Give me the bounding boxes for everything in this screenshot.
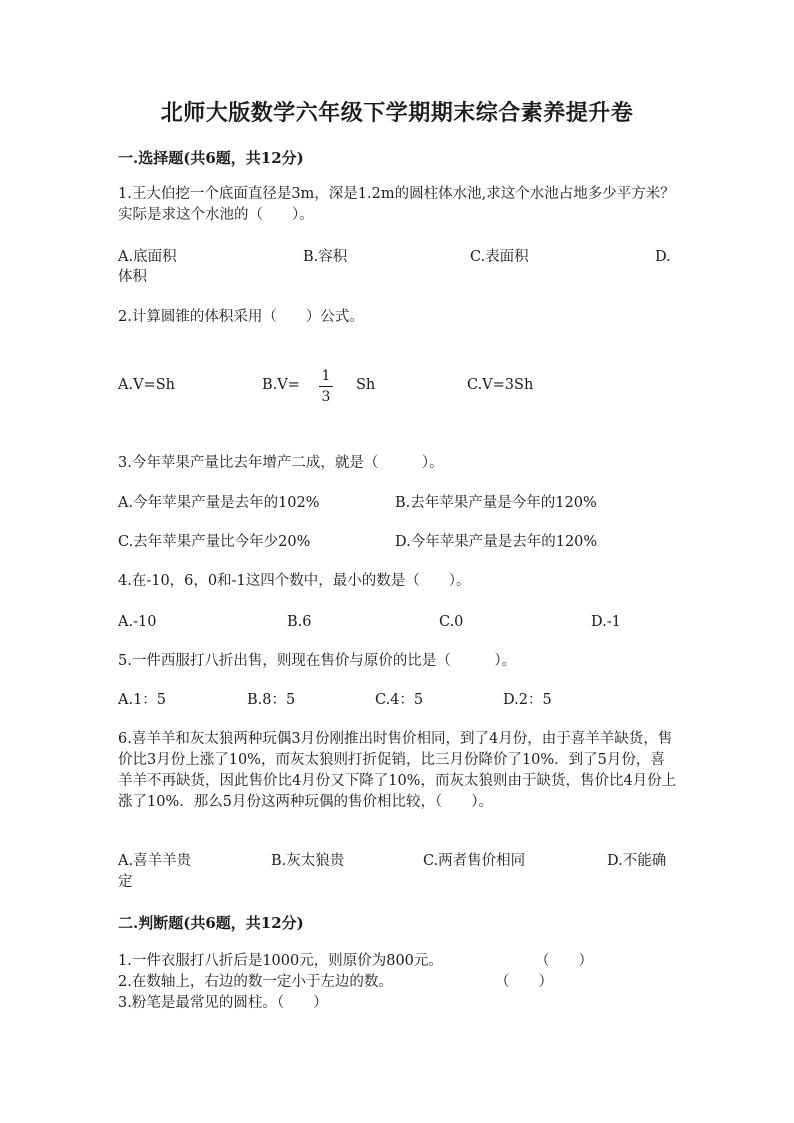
- q5-option-d: D.2：5: [503, 692, 552, 708]
- q5-option-a: A.1：5: [118, 692, 167, 708]
- q2-option-b-prefix: B.V=: [262, 377, 300, 393]
- q4-option-b: B.6: [287, 614, 312, 630]
- section-heading-choice: 一.选择题(共6题，共12分): [118, 149, 304, 167]
- question-1: 1.王大伯挖一个底面直径是3m，深是1.2m的圆柱体水池,求这个水池占地多少平方米？实际是求这个水池的（ ）。: [118, 186, 675, 223]
- q6-option-c: C.两者售价相同: [423, 853, 526, 869]
- q2-option-c: C.V=3Sh: [467, 377, 534, 393]
- q4-option-a: A.-10: [118, 614, 157, 630]
- q4-option-c: C.0: [439, 614, 464, 630]
- q6-option-a: A.喜羊羊贵: [118, 853, 192, 869]
- q1-option-c: C.表面积: [470, 249, 529, 265]
- judgment-1: 1.一件衣服打八折后是1000元，则原价为800元。: [118, 953, 443, 969]
- question-5: 5.一件西服打八折出售，则现在售价与原价的比是（ ）。: [118, 653, 517, 669]
- q3-option-c: C.去年苹果产量比今年少20%: [118, 534, 311, 550]
- q6-option-b: B.灰太狼贵: [271, 853, 345, 869]
- judgment-2: 2.在数轴上，右边的数一定小于左边的数。: [118, 974, 393, 990]
- fraction-bar: [319, 386, 333, 387]
- q6-option-d: D.不能确: [607, 853, 667, 869]
- q2-option-b-suffix: Sh: [356, 377, 376, 393]
- q3-option-d: D.今年苹果产量是去年的120%: [395, 534, 598, 550]
- question-3: 3.今年苹果产量比去年增产二成，就是（ ）。: [118, 455, 444, 471]
- judgment-3: 3.粉笔是最常见的圆柱。（ ）: [118, 995, 328, 1011]
- q3-option-b: B.去年苹果产量是今年的120%: [395, 495, 597, 511]
- q1-option-b: B.容积: [303, 249, 348, 265]
- q1-option-d: D.: [655, 249, 671, 265]
- q2-fraction-one-third: [319, 368, 333, 405]
- q2-option-a: A.V=Sh: [118, 377, 175, 393]
- q3-option-a: A.今年苹果产量是去年的102%: [118, 495, 320, 511]
- q1-option-d-wrap: 体积: [118, 269, 147, 285]
- q1-option-a: A.底面积: [118, 249, 177, 265]
- page-title: 北师大版数学六年级下学期期末综合素养提升卷: [160, 100, 634, 126]
- q5-option-c: C.4：5: [375, 692, 424, 708]
- section-heading-judgment: 二.判断题(共6题，共12分): [118, 914, 304, 932]
- q4-option-d: D.-1: [591, 614, 621, 630]
- q5-option-b: B.8：5: [247, 692, 296, 708]
- question-2: 2.计算圆锥的体积采用（ ）公式。: [118, 309, 364, 325]
- judgment-2-blank: （ ）: [495, 974, 553, 990]
- q6-option-d-wrap: 定: [118, 874, 133, 890]
- fraction-numerator: 1: [321, 368, 331, 384]
- judgment-1-blank: （ ）: [535, 953, 593, 969]
- question-4: 4.在-10，6，0和-1这四个数中，最小的数是（ ）。: [118, 573, 471, 589]
- question-6: 6.喜羊羊和灰太狼两种玩偶3月份刚推出时售价相同，到了4月份，由于喜羊羊缺货，售价比3月份上涨了10%，而灰太狼则打折促销，比三月份降价了10%．到了5月份，喜羊羊不再缺货，因此售价比4月份又下降了10%，而灰太狼则由于缺货，售价比4月份上涨了10%．那么5月份这两种玩偶的售价相比较，（ ）。: [118, 731, 677, 810]
- fraction-denominator: 3: [321, 389, 331, 405]
